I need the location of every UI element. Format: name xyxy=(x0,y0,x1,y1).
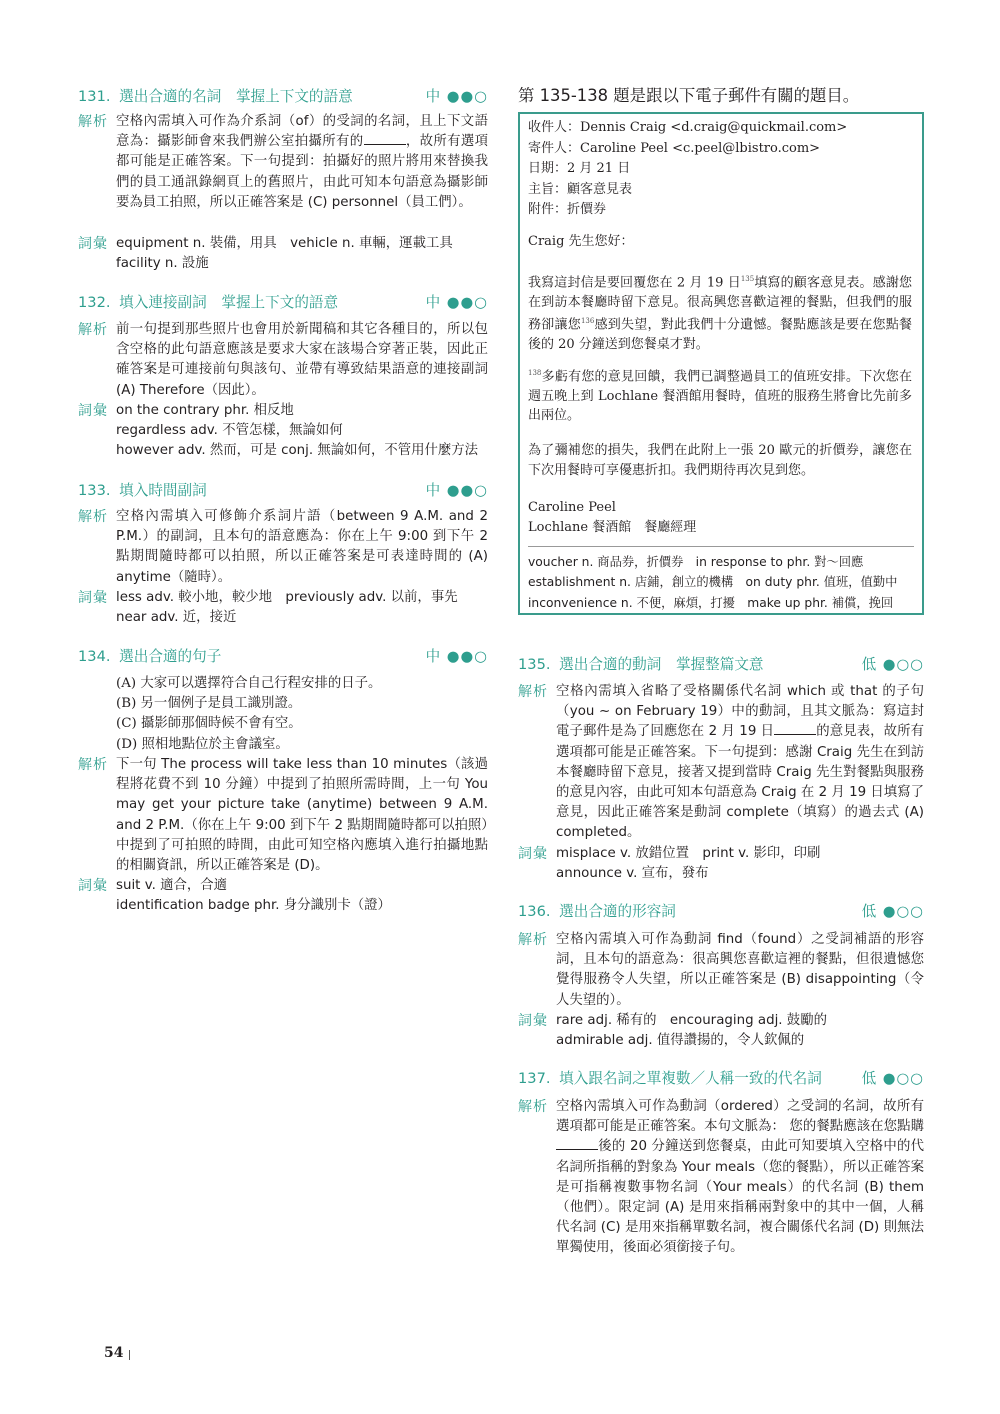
question-ref-135: 135 xyxy=(740,275,755,283)
q135-vocab-tag: 詞彙 xyxy=(518,846,548,862)
q135-header xyxy=(518,654,924,676)
q136-explanation xyxy=(518,930,924,1011)
q133-header xyxy=(78,480,488,502)
q136-expl-text: 空格內需填入可作為動詞 find（found）之受詞補語的形容詞，且本句的語意為：很高興您喜歡這裡的餐點，但很遺憾您覺得服務令人失望，所以正確答案是 (B) disappointing（令人失望的）。 xyxy=(556,932,924,1008)
q135-focus: 掌握整篇文意 xyxy=(675,656,764,673)
q135-level: 低 ●○○ xyxy=(861,656,924,673)
q136-vocab-line: rare adj. 稀有的 encouraging adj. 鼓勵的 xyxy=(556,1013,827,1028)
q133-title: 填入時間副詞 xyxy=(119,482,207,499)
q134-options xyxy=(78,674,488,755)
q133-level: 中 ●●○ xyxy=(425,482,488,499)
q134-header xyxy=(78,646,488,668)
email-section-title: 第 135-138 題是跟以下電子郵件有關的題目。 xyxy=(518,86,860,105)
q135-vocab-line: misplace v. 放錯位置 print v. 影印，印刷 xyxy=(556,846,821,861)
q131-vocab-line: facility n. 設施 xyxy=(116,256,209,272)
q137-number: 137. xyxy=(518,1070,551,1087)
q135-vocab-line: announce v. 宣布，發布 xyxy=(556,866,709,882)
q134-vocab-tag: 詞彙 xyxy=(78,878,108,894)
q133-vocab-line: less adv. 較小地，較少地 previously adv. 以前，事先 xyxy=(116,590,458,605)
q136-vocab-line: admirable adj. 值得讚揚的，令人欽佩的 xyxy=(556,1033,805,1049)
q131-vocab-line: equipment n. 裝備，用具 vehicle n. 車輛，運載工具 xyxy=(116,236,453,251)
q132-vocab-line: on the contrary phr. 相反地 xyxy=(116,403,294,418)
q135-blank xyxy=(774,722,816,735)
q134-option-d: (D) 照相地點位於主會議室。 xyxy=(116,736,289,752)
q133-expl-text: 空格內需填入可修飾介系詞片語（between 9 A.M. and 2 P.M.）的副詞，且本句的語意應為：你在上午 9:00 到下午 2 點期間隨時都可以拍照，所以正確答案是可表達時間的 (A) anytime（隨時）。 xyxy=(116,509,488,585)
q132-title: 填入連接副詞 xyxy=(119,294,207,311)
email-date: 日期：2 月 21 日 xyxy=(528,161,631,176)
q136-vocab xyxy=(518,1011,924,1051)
q131-header xyxy=(78,86,488,108)
q132-vocab-line: however adv. 然而，可是 conj. 無論如何，不管用什麼方法 xyxy=(116,443,479,459)
email-vocab-line: inconvenience n. 不便，麻煩，打擾 make up phr. 補償，挽回 xyxy=(528,595,894,610)
q136-level: 低 ●○○ xyxy=(861,903,924,920)
email-sign-title: Lochlane 餐酒館 餐廳經理 xyxy=(528,519,697,535)
q132-number: 132. xyxy=(78,294,111,311)
q133-vocab-line: near adv. 近，接近 xyxy=(116,610,237,626)
email-vocab-divider xyxy=(528,546,914,547)
q136-number: 136. xyxy=(518,903,551,920)
q135-expl-tag: 解析 xyxy=(518,684,548,700)
q133-vocab xyxy=(78,588,488,628)
email-greeting: Craig 先生您好： xyxy=(528,234,634,249)
page-number-divider xyxy=(129,1350,130,1360)
q132-header xyxy=(78,292,488,314)
q137-explanation xyxy=(518,1097,924,1259)
q134-option-c: (C) 攝影師那個時候不會有空。 xyxy=(116,716,302,732)
page-number: 54 xyxy=(104,1345,124,1361)
email-attachment: 附件：折價券 xyxy=(528,202,607,217)
q132-expl-tag: 解析 xyxy=(78,322,108,338)
q132-vocab-tag: 詞彙 xyxy=(78,403,108,419)
email-box xyxy=(518,112,924,615)
q137-header xyxy=(518,1068,924,1090)
q133-expl-tag: 解析 xyxy=(78,509,108,525)
q132-focus: 掌握上下文的語意 xyxy=(221,294,339,311)
q132-vocab-line: regardless adv. 不管怎樣，無論如何 xyxy=(116,423,343,439)
q137-expl-a: 空格內需填入可作為動詞（ordered）之受詞的名詞，故所有選項都可能是正確答案。本句文脈為： 您的餐點應該在您點購 xyxy=(556,1099,924,1135)
q131-number: 131. xyxy=(78,88,111,105)
q133-explanation xyxy=(78,507,488,588)
email-signature xyxy=(528,498,912,537)
q134-option-b: (B) 另一個例子是員工識別證。 xyxy=(116,696,302,712)
q134-expl-text: 下一句 The process will take less than 10 minutes（該過程將花費不到 10 分鐘）中提到了拍照所需時間，上一句 You may get your picture take (anytime) between 9 A.M. and 2 P.M.（你在上午 9:00 到下午 2 點期間隨時都可以拍照）中提到了可拍照的時間，由此可知空格內應填入進行拍攝地點的相關資訊，所以正確答案是 (D)。 xyxy=(116,757,488,874)
email-paragraph-2: $^{138}$多虧有您的意見回饋，我們已調整過員工的值班安排。下次您在週五晚上到 Lochlane 餐酒館用餐時，值班的服務生將會比先前多出兩位。 xyxy=(528,369,912,424)
q133-number: 133. xyxy=(78,482,111,499)
q136-title: 選出合適的形容詞 xyxy=(559,903,676,920)
q131-expl-tag: 解析 xyxy=(78,114,108,130)
email-vocab-line: voucher n. 商品券，折價券 in response to phr. 對～回應 xyxy=(528,555,864,569)
email-from: 寄件人：Caroline Peel <c.peel@lbistro.com> xyxy=(528,140,821,156)
q131-focus: 掌握上下文的語意 xyxy=(235,88,353,105)
q131-explanation xyxy=(78,112,488,213)
q137-level: 低 ●○○ xyxy=(861,1070,924,1087)
question-ref-136: 136 xyxy=(580,317,595,326)
q135-explanation xyxy=(518,682,924,844)
q134-vocab-line: identification badge phr. 身分識別卡（證） xyxy=(116,898,391,914)
q136-header xyxy=(518,901,924,923)
q131-expl-b: ，故所有選項都可能是正確答案。下一句提到：拍攝好的照片將用來替換我們的員工通訊錄網頁上的舊照片，由此可知本句語意為攝影師要為員工拍照，所以正確答案是 (C) personnel（員工們）。 xyxy=(116,134,488,210)
q131-vocab xyxy=(78,234,488,274)
q131-expl-a: 空格內需填入可作為介系詞（of）的受詞的名詞，且上下文語意為：攝影師會來我們辦公室拍攝所有的 xyxy=(116,114,488,150)
q134-vocab xyxy=(78,876,488,916)
q135-number: 135. xyxy=(518,656,551,673)
q134-title: 選出合適的句子 xyxy=(119,648,222,665)
q135-expl-a: 空格內需填入省略了受格關係代名詞 which 或 that 的子句（you ~ on February 19）中的動詞，且其文脈為：寫這封電子郵件是為了回應您在 2 月 19 日 xyxy=(556,684,924,740)
q134-vocab-line: suit v. 適合，合適 xyxy=(116,878,228,893)
q137-expl-b: 後的 20 分鐘送到您餐桌，由此可知要填入空格中的代名詞所指稱的對象為 Your meals（您的餐點），所以正確答案是可指稱複數事物名詞（Your meals）的代名詞 (B) them（他們）。限定詞 (A) 是用來指稱兩對象中的其中一個，人稱代名詞 (C) 是用來指稱單數名詞，複合關係代名詞 (D) 則無法單獨使用，後面必須銜接子句。 xyxy=(556,1139,924,1256)
q131-title: 選出合適的名詞 xyxy=(119,88,222,105)
q137-title: 填入跟名詞之單複數／人稱一致的代名詞 xyxy=(559,1070,822,1087)
q136-vocab-tag: 詞彙 xyxy=(518,1013,548,1029)
email-header xyxy=(528,118,912,221)
q131-blank xyxy=(364,132,406,145)
q136-expl-tag: 解析 xyxy=(518,932,548,948)
email-paragraph-3: 為了彌補您的損失，我們在此附上一張 20 歐元的折價券，讓您在下次用餐時可享優惠折扣。我們期待再次見到您。 xyxy=(528,443,912,478)
q137-blank xyxy=(556,1137,598,1150)
q131-level: 中 ●●○ xyxy=(425,88,488,105)
q132-level: 中 ●●○ xyxy=(425,294,488,311)
q134-expl-tag: 解析 xyxy=(78,757,108,773)
q132-explanation xyxy=(78,320,488,401)
email-vocab-line: establishment n. 店鋪，創立的機構 on duty phr. 值班，值勤中 xyxy=(528,575,898,590)
email-to: 收件人：Dennis Craig <d.craig@quickmail.com> xyxy=(528,120,848,135)
q134-number: 134. xyxy=(78,648,111,665)
q134-option-a: (A) 大家可以選擇符合自己行程安排的日子。 xyxy=(116,676,382,691)
email-vocab xyxy=(528,552,912,613)
q137-expl-tag: 解析 xyxy=(518,1099,548,1115)
email-paragraph-1: 我寫這封信是要回覆您在 2 月 19 日$^{135}$填寫的顧客意見表。感謝您在到訪本餐廳時留下意見。很高興您喜歡這裡的餐點，但我們的服務卻讓您$^{136}$感到失望，對此我們十分遺憾。餐點應該是要在您點餐後的 20 分鐘送到您餐桌才對。 xyxy=(528,275,912,353)
q135-expl-b: 的意見表，故所有選項都可能是正確答案。下一句提到：感謝 Craig 先生在到訪本餐廳時留下意見，接著又提到當時 Craig 先生對餐點與服務的意見內容，由此可知本句語意為 Craig 在 2 月 19 日填寫了意見，因此正確答案是動詞 complete（填寫）的過去式 (A) completed。 xyxy=(556,724,925,841)
q135-vocab xyxy=(518,844,924,884)
q135-title: 選出合適的動詞 xyxy=(559,656,662,673)
q134-level: 中 ●●○ xyxy=(425,648,488,665)
question-ref-138: 138 xyxy=(528,369,542,377)
q132-expl-text: 前一句提到那些照片也會用於新聞稿和其它各種目的，所以包含空格的此句語意應該是要求大家在該場合穿著正裝，因此正確答案是可連接前句與該句、並帶有導致結果語意的連接副詞 (A) Therefore（因此）。 xyxy=(116,322,488,398)
email-subject: 主旨：顧客意見表 xyxy=(528,181,633,197)
q133-vocab-tag: 詞彙 xyxy=(78,590,108,606)
q134-explanation xyxy=(78,755,488,876)
email-sign-name: Caroline Peel xyxy=(528,500,616,515)
q132-vocab xyxy=(78,401,488,462)
q131-vocab-tag: 詞彙 xyxy=(78,236,108,252)
